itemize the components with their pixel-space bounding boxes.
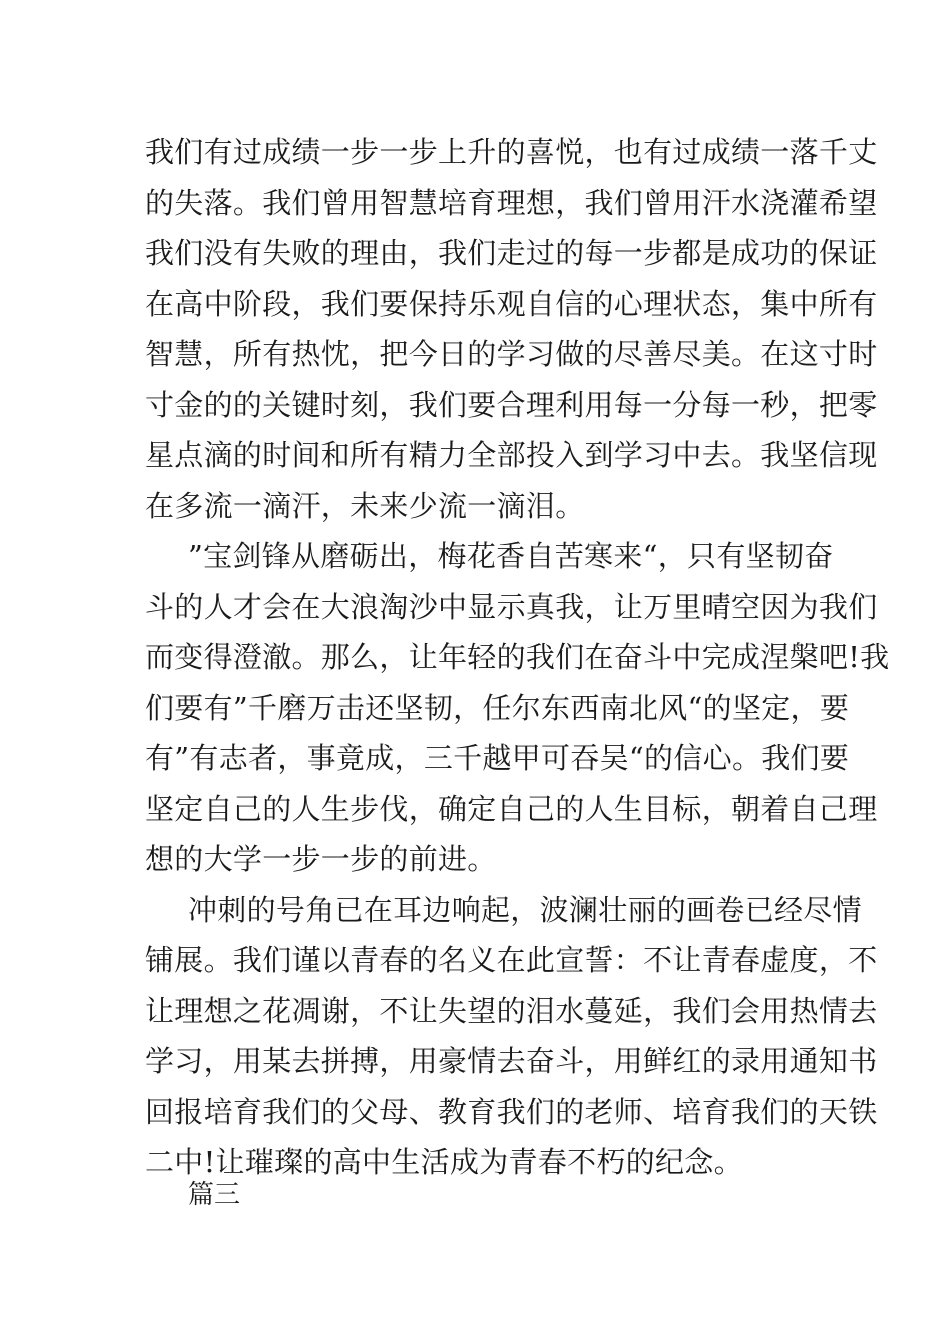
text-line: 我们没有失败的理由，我们走过的每一步都是成功的保证 — [145, 236, 878, 270]
text-line: 们要有”千磨万击还坚韧，任尔东西南北风“的坚定，要 — [145, 690, 850, 725]
text-line: 斗的人才会在大浪淘沙中显示真我，让万里晴空因为我们 — [145, 589, 878, 624]
text-line: 回报培育我们的父母、教育我们的老师、培育我们的天铁 — [145, 1094, 878, 1129]
text-line: 想的大学一步一步的前进。 — [145, 842, 497, 876]
text-line: 有”有志者，事竟成，三千越甲可吞吴“的信心。我们要 — [145, 741, 850, 775]
text-line: 我们有过成绩一步一步上升的喜悦，也有过成绩一落千丈 — [145, 135, 878, 169]
text-line: 智慧，所有热忱，把今日的学习做的尽善尽美。在这寸时 — [145, 337, 878, 371]
text-line: 学习，用某去拼搏，用豪情去奋斗，用鲜红的录用通知书 — [145, 1044, 878, 1078]
text-line: 二中!让璀璨的高中生活成为青春不朽的纪念。 — [145, 1145, 743, 1179]
text-line: 坚定自己的人生步伐，确定自己的人生目标，朝着自己理 — [145, 791, 878, 826]
text-line: 在高中阶段，我们要保持乐观自信的心理状态，集中所有 — [145, 286, 878, 321]
text-line: 在多流一滴汗，未来少流一滴泪。 — [145, 488, 585, 523]
text-line: 寸金的的关键时刻，我们要合理利用每一分每一秒，把零 — [145, 387, 878, 422]
text-line: 让理想之花凋谢，不让失望的泪水蔓延，我们会用热情去 — [145, 993, 878, 1028]
paragraph-start-line: ”宝剑锋从磨砺出，梅花香自苦寒来“，只有坚韧奋 — [188, 539, 834, 573]
text-line: 而变得澄澈。那么，让年轻的我们在奋斗中完成涅槃吧!我 — [145, 640, 890, 674]
text-line: 星点滴的时间和所有精力全部投入到学习中去。我坚信现 — [145, 438, 878, 472]
section-heading: 篇三 — [188, 1180, 241, 1210]
text-line: 铺展。我们谨以青春的名义在此宣誓：不让青春虚度，不 — [145, 943, 878, 977]
paragraph-start-line: 冲刺的号角已在耳边响起，波澜壮丽的画卷已经尽情 — [188, 892, 862, 927]
document-body — [145, 127, 890, 1188]
text-line: 的失落。我们曾用智慧培育理想，我们曾用汗水浇灌希望 — [145, 185, 878, 220]
